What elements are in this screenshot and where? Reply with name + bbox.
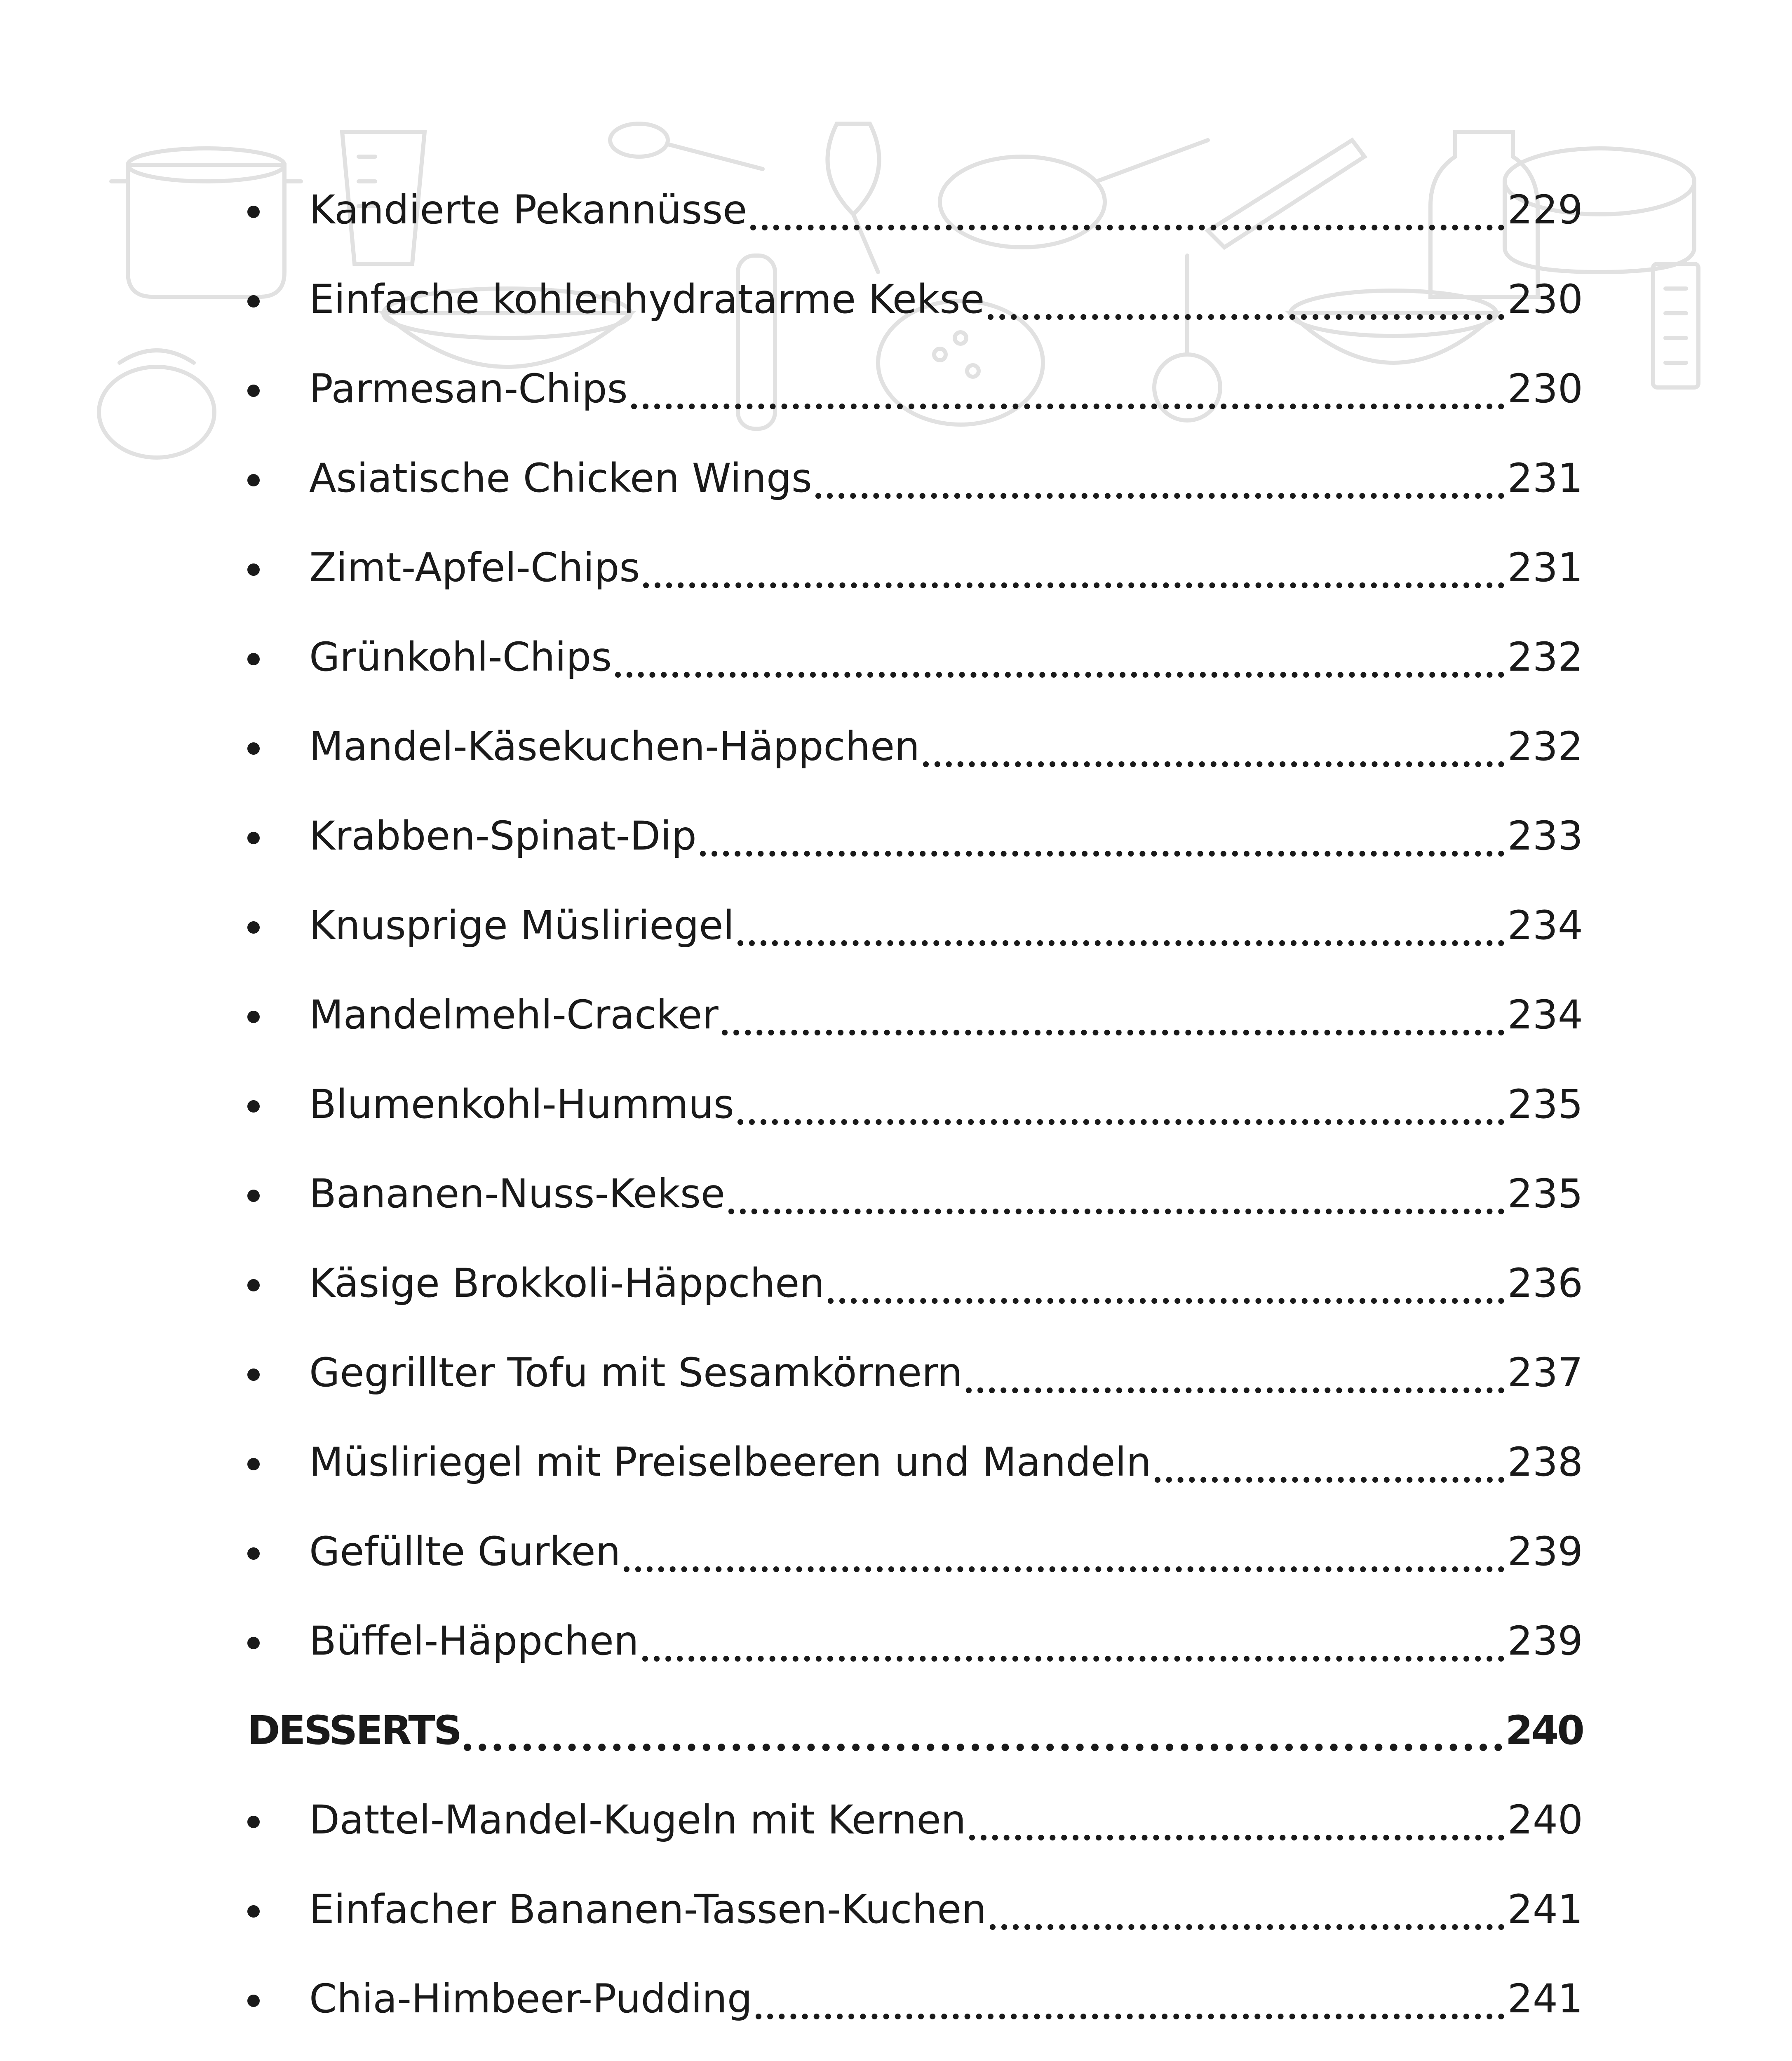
toc-page-number: 235 <box>1507 1081 1583 1127</box>
dot-leader <box>1155 1477 1504 1483</box>
pot-icon <box>99 350 214 458</box>
toc-entry-label: Knusprige Müsliriegel <box>309 902 735 948</box>
toc-page-number: 235 <box>1507 1170 1583 1217</box>
toc-page-number: 231 <box>1507 544 1583 591</box>
toc-entry[interactable] <box>247 612 1583 702</box>
toc-entry[interactable] <box>247 1864 1583 1954</box>
toc-entry-label: Parmesan-Chips <box>309 365 628 412</box>
dot-leader <box>642 1656 1504 1662</box>
toc-entry[interactable] <box>247 702 1583 791</box>
toc-page-number: 234 <box>1507 902 1583 948</box>
toc-page-number: 232 <box>1507 723 1583 770</box>
dot-leader <box>990 1924 1504 1930</box>
toc-entry-label: Bananen-Nuss-Kekse <box>309 1170 725 1217</box>
toc-page-number: 229 <box>1507 186 1583 233</box>
dot-leader <box>624 1566 1504 1572</box>
toc-page-number: 236 <box>1507 1260 1583 1306</box>
toc-page-number: 230 <box>1507 276 1583 322</box>
toc-entry[interactable] <box>247 1238 1583 1328</box>
toc-entry[interactable] <box>247 1059 1583 1149</box>
toc-entry-label: Zimt-Apfel-Chips <box>309 544 640 591</box>
toc-page-number: 241 <box>1507 1886 1583 1932</box>
toc-entry[interactable] <box>247 970 1583 1059</box>
dot-leader <box>464 1744 1502 1751</box>
toc-entry-label: Einfache kohlenhydratarme Kekse <box>309 276 985 322</box>
dot-leader <box>969 1835 1504 1840</box>
dot-leader <box>643 582 1504 588</box>
dot-leader <box>756 2014 1504 2019</box>
bullet-icon <box>247 1905 260 1918</box>
dot-leader <box>966 1387 1504 1393</box>
bullet-icon <box>247 1637 260 1649</box>
dot-leader <box>700 851 1504 857</box>
toc-entry[interactable] <box>247 1954 1583 2043</box>
toc-entry-label: Kandierte Pekannüsse <box>309 186 747 233</box>
table-of-contents <box>247 165 1583 2061</box>
toc-page-number: 238 <box>1507 1439 1583 1485</box>
bullet-icon <box>247 1995 260 2007</box>
dot-leader <box>988 314 1504 320</box>
bullet-icon <box>247 474 260 486</box>
bullet-icon <box>247 563 260 576</box>
toc-entry-label: Krabben-Spinat-Dip <box>309 812 697 859</box>
toc-page-number: 232 <box>1507 634 1583 680</box>
bullet-icon <box>247 832 260 844</box>
toc-page-number: 237 <box>1507 1349 1583 1396</box>
toc-page-number: 240 <box>1507 1796 1583 1843</box>
bullet-icon <box>247 1547 260 1560</box>
toc-entry-label: Chia-Himbeer-Pudding <box>309 1975 752 2022</box>
toc-entry[interactable] <box>247 1507 1583 1596</box>
bullet-icon <box>247 653 260 665</box>
toc-page-number: 239 <box>1507 1528 1583 1575</box>
dot-leader <box>815 493 1504 499</box>
spoon-icon <box>610 124 763 169</box>
bullet-icon <box>247 1369 260 1381</box>
dot-leader <box>737 940 1504 946</box>
toc-section-heading[interactable] <box>247 1685 1583 1775</box>
bullet-icon <box>247 385 260 397</box>
toc-page-number: 240 <box>1505 1707 1583 1753</box>
bullet-icon <box>247 295 260 308</box>
toc-page-number: 233 <box>1507 812 1583 859</box>
toc-entry[interactable] <box>247 1596 1583 1685</box>
toc-entry[interactable] <box>247 791 1583 880</box>
toc-entry-label: Grünkohl-Chips <box>309 634 612 680</box>
dot-leader <box>923 761 1504 767</box>
toc-entry-label: Gegrillter Tofu mit Sesamkörnern <box>309 1349 963 1396</box>
toc-page-number: 231 <box>1507 455 1583 501</box>
bullet-icon <box>247 1011 260 1023</box>
toc-entry-label: DESSERTS <box>247 1707 461 1753</box>
toc-entry[interactable] <box>247 344 1583 433</box>
toc-entry[interactable] <box>247 165 1583 254</box>
toc-entry[interactable] <box>247 433 1583 523</box>
bullet-icon <box>247 1816 260 1828</box>
bullet-icon <box>247 1279 260 1291</box>
bullet-icon <box>247 206 260 218</box>
toc-page-number: 234 <box>1507 991 1583 1038</box>
toc-entry-label: Käsige Brokkoli-Häppchen <box>309 1260 825 1306</box>
toc-entry-label: Einfacher Bananen-Tassen-Kuchen <box>309 1886 987 1932</box>
dot-leader <box>631 404 1504 409</box>
toc-entry[interactable] <box>247 880 1583 970</box>
bullet-icon <box>247 1458 260 1470</box>
dot-leader <box>722 1030 1504 1035</box>
dot-leader <box>737 1119 1504 1125</box>
bullet-icon <box>247 921 260 934</box>
toc-page-number: 230 <box>1507 365 1583 412</box>
dot-leader <box>728 1209 1504 1214</box>
toc-entry-label: Dattel-Mandel-Kugeln mit Kernen <box>309 1796 966 1843</box>
toc-entry[interactable] <box>247 523 1583 612</box>
toc-entry-label: Mandel-Käsekuchen-Häppchen <box>309 723 920 770</box>
toc-page-number: 241 <box>1507 1975 1583 2022</box>
toc-entry-label: Mandelmehl-Cracker <box>309 991 719 1038</box>
toc-entry-label: Gefüllte Gurken <box>309 1528 621 1575</box>
grater-icon <box>1653 264 1698 387</box>
toc-entry[interactable] <box>247 1328 1583 1417</box>
toc-entry[interactable] <box>247 2043 1583 2061</box>
dot-leader <box>750 225 1504 230</box>
toc-entry-label: Asiatische Chicken Wings <box>309 455 812 501</box>
toc-entry[interactable] <box>247 254 1583 344</box>
toc-entry[interactable] <box>247 1417 1583 1507</box>
toc-entry[interactable] <box>247 1775 1583 1864</box>
toc-entry[interactable] <box>247 1149 1583 1238</box>
bullet-icon <box>247 1100 260 1113</box>
bullet-icon <box>247 1190 260 1202</box>
toc-entry-label: Blumenkohl-Hummus <box>309 1081 734 1127</box>
toc-page-number: 239 <box>1507 1617 1583 1664</box>
toc-entry-label: Büffel-Häppchen <box>309 1617 639 1664</box>
bullet-icon <box>247 742 260 755</box>
dot-leader <box>828 1298 1504 1304</box>
dot-leader <box>615 672 1504 678</box>
toc-entry-label: Müsliriegel mit Preiselbeeren und Mandeln <box>309 1439 1151 1485</box>
